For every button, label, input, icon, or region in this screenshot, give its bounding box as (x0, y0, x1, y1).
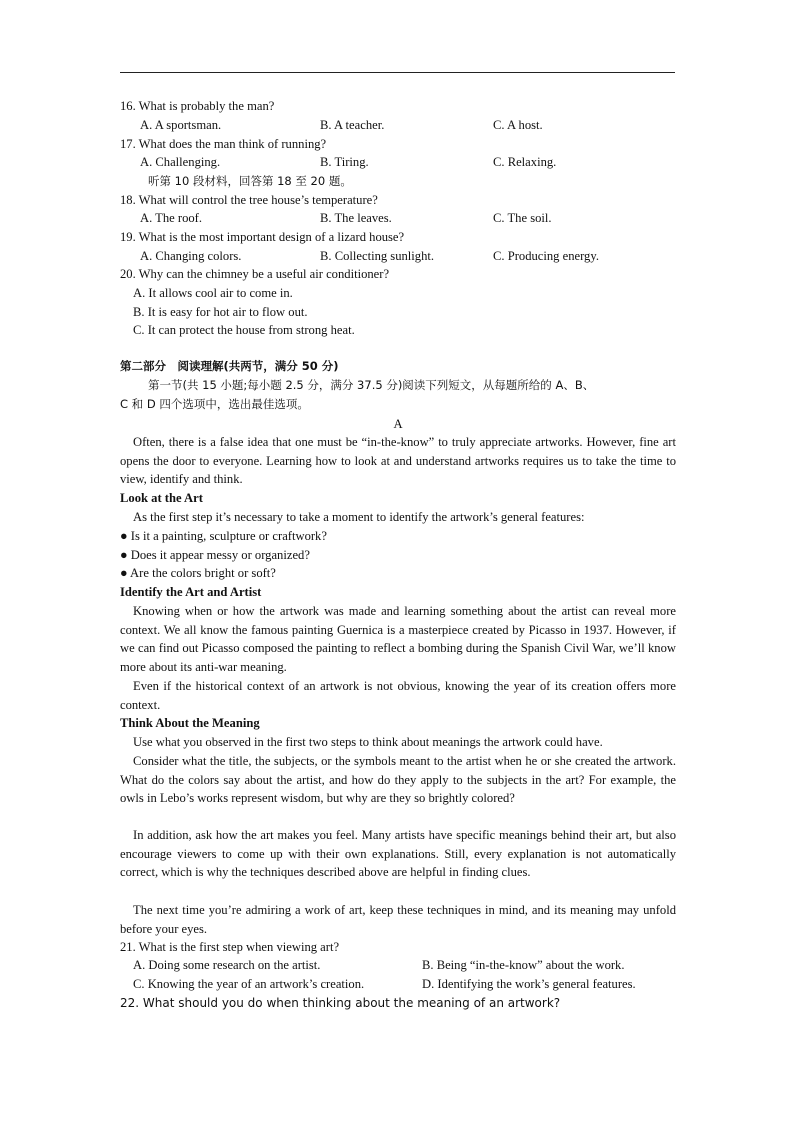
q17-option-a: A. Challenging. (140, 155, 221, 169)
q19-option-b: B. Collecting sunlight. (320, 249, 435, 263)
q16-option-b: B. A teacher. (320, 118, 385, 132)
passage-paragraph: As the first step it’s necessary to take a moment to identify the artwork’s general features: (133, 510, 585, 524)
question-20: 20. Why can the chimney be a useful air conditioner? (120, 267, 390, 281)
q21-option-c: C. Knowing the year of an artwork’s creation. (133, 977, 365, 991)
q17-option-b: B. Tiring. (320, 155, 369, 169)
bullet-item: ● Is it a painting, sculpture or craftwork? (120, 529, 327, 543)
question-16: 16. What is probably the man? (120, 99, 275, 113)
q21-option-a: A. Doing some research on the artist. (133, 958, 321, 972)
q18-option-b: B. The leaves. (320, 211, 392, 225)
q18-option-c: C. The soil. (493, 211, 552, 225)
passage-paragraph: Use what you observed in the first two steps to think about meanings the artwork could have. (133, 735, 603, 749)
q16-option-c: C. A host. (493, 118, 543, 132)
passage-subheading: Think About the Meaning (120, 716, 260, 730)
q21-option-d: D. Identifying the work’s general features. (422, 977, 636, 991)
passage-subheading: Identify the Art and Artist (120, 585, 262, 599)
q20-option-c: C. It can protect the house from strong heat. (133, 323, 355, 337)
q21-option-b: B. Being “in-the-know” about the work. (422, 958, 625, 972)
section-one-instruction-line2: C 和 D 四个选项中，选出最佳选项。 (120, 397, 309, 411)
part-two-heading: 第二部分 阅读理解(共两节，满分 50 分) (120, 359, 339, 373)
passage-paragraph: The next time you’re admiring a work of art, keep these techniques in mind, and its meaning may unfold before your eyes. (120, 903, 676, 936)
question-18: 18. What will control the tree house’s temperature? (120, 193, 378, 207)
bullet-item: ● Are the colors bright or soft? (120, 566, 276, 580)
q16-option-a: A. A sportsman. (140, 118, 222, 132)
q20-option-b: B. It is easy for hot air to flow out. (133, 305, 308, 319)
passage-paragraph: Knowing when or how the artwork was made and learning something about the artist can reveal more context. We all know the famous painting Guernica is a masterpiece created by Picasso in 1937. However, if we can find out Picasso composed the painting to reflect a bombing during the Spanish Civil War, we’ll know more about its anti-war meaning. (120, 604, 676, 674)
passage-paragraph: Often, there is a false idea that one must be “in-the-know” to truly appreciate artworks. However, fine art opens the door to everyone. Learning how to look at and understand artworks requires us to take the time to view, identify and think. (120, 435, 676, 487)
question-22: 22. What should you do when thinking about the meaning of an artwork? (120, 996, 561, 1010)
passage-letter: A (393, 417, 403, 431)
top-rule (120, 72, 675, 73)
q19-option-c: C. Producing energy. (493, 249, 599, 263)
q19-option-a: A. Changing colors. (140, 249, 242, 263)
q20-option-a: A. It allows cool air to come in. (133, 286, 293, 300)
section-10-instruction: 听第 10 段材料，回答第 18 至 20 题。 (148, 174, 352, 188)
section-one-instruction-line1: 第一节(共 15 小题;每小题 2.5 分，满分 37.5 分)阅读下列短文，从每题所给的 A、B、 (148, 378, 595, 392)
passage-paragraph: Consider what the title, the subjects, or the symbols meant to the artist when he or she created the artwork. What do the colors say about the artist, and how do they apply to the subjects in the art? For example, the owls in Lebo’s works represent wisdom, but why are they so brightly colored? (120, 754, 676, 806)
passage-paragraph: In addition, ask how the art makes you feel. Many artists have specific meanings behind their art, but also encourage viewers to come up with their own explanations. Still, every explanation is not automatically correct, which is why the techniques described above are helpful in finding clues. (120, 828, 676, 880)
passage-subheading: Look at the Art (120, 491, 203, 505)
question-17: 17. What does the man think of running? (120, 137, 327, 151)
passage-paragraph: Even if the historical context of an artwork is not obvious, knowing the year of its creation offers more context. (120, 679, 676, 712)
question-19: 19. What is the most important design of a lizard house? (120, 230, 405, 244)
bullet-item: ● Does it appear messy or organized? (120, 548, 310, 562)
q17-option-c: C. Relaxing. (493, 155, 557, 169)
question-21: 21. What is the first step when viewing art? (120, 940, 340, 954)
q18-option-a: A. The roof. (140, 211, 203, 225)
